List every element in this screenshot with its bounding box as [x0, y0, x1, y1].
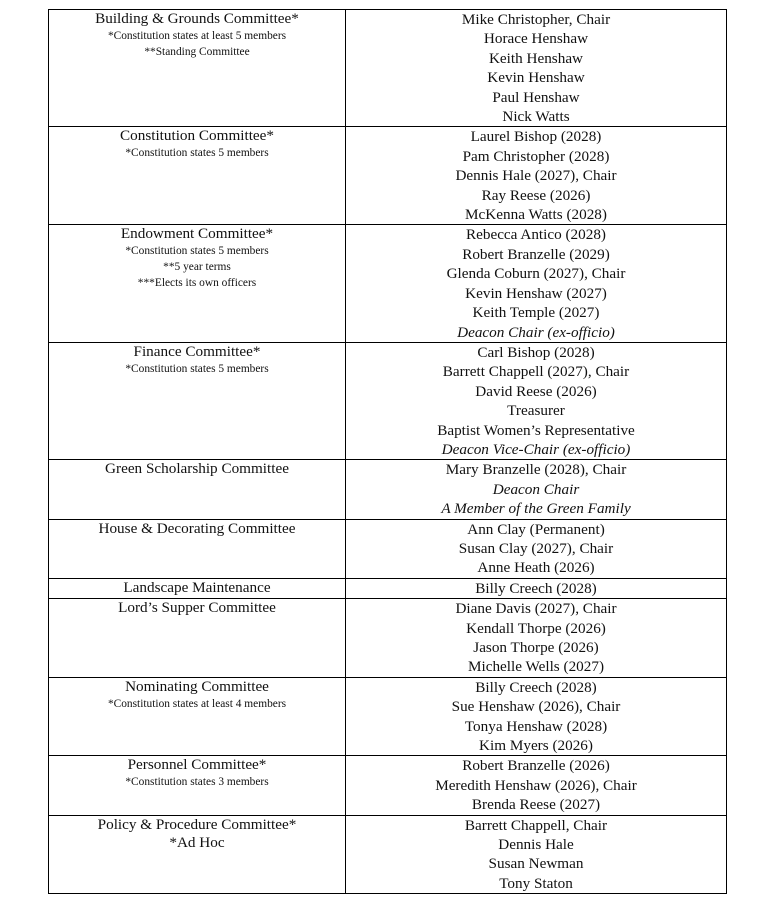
committee-name-cell: [49, 578, 346, 598]
committee-row: [49, 599, 727, 678]
committee-member: Susan Clay (2027), Chair: [458, 539, 614, 557]
committee-name-cell: [49, 677, 346, 756]
committee-member: Meredith Henshaw (2026), Chair: [435, 776, 637, 794]
committee-member: McKenna Watts (2028): [465, 206, 607, 224]
committee-member: Deacon Chair: [492, 480, 580, 498]
committee-member: Treasurer: [507, 402, 565, 420]
committee-note: *Constitution states 5 members: [125, 362, 269, 375]
committee-member: Michelle Wells (2027): [468, 658, 604, 676]
committee-member: Barrett Chappell (2027), Chair: [442, 363, 630, 381]
committee-note: *Constitution states 5 members: [125, 147, 269, 160]
committee-row: [49, 10, 727, 127]
committee-name: Personnel Committee*: [127, 756, 267, 774]
committee-member: Glenda Coburn (2027), Chair: [446, 265, 626, 283]
committee-member: Paul Henshaw: [492, 88, 580, 106]
committee-name: House & Decorating Committee: [98, 519, 296, 537]
committee-row: [49, 127, 727, 225]
committee-member: Kim Myers (2026): [479, 737, 593, 755]
committee-member: Kevin Henshaw: [487, 69, 585, 87]
committee-member: Carl Bishop (2028): [477, 343, 595, 361]
committee-row: [49, 342, 727, 459]
committee-note: *Constitution states at least 4 members: [107, 697, 287, 710]
committee-member: Sue Henshaw (2026), Chair: [451, 698, 621, 716]
committee-name-cell: [49, 225, 346, 342]
committee-member: Billy Creech (2028): [475, 579, 597, 597]
committee-member: Ann Clay (Permanent): [467, 520, 605, 538]
committee-members-cell: [346, 677, 727, 756]
committee-name-cell: [49, 342, 346, 459]
committee-name: Endowment Committee*: [120, 225, 274, 243]
committee-name-cell: [49, 599, 346, 678]
committee-name-cell: [49, 460, 346, 519]
committee-note: **Standing Committee: [144, 46, 250, 58]
committee-member: Susan Newman: [488, 855, 584, 873]
committee-row: [49, 677, 727, 756]
committee-name: Finance Committee*: [133, 342, 261, 360]
committee-member: Baptist Women’s Representative: [437, 421, 635, 439]
committee-note: *Ad Hoc: [169, 833, 225, 851]
committee-member: Kendall Thorpe (2026): [466, 619, 606, 637]
committee-note: *Constitution states 3 members: [125, 776, 269, 789]
committee-note: *Constitution states at least 5 members: [107, 30, 287, 42]
committee-member: Keith Henshaw: [488, 49, 584, 67]
committee-member: Robert Branzelle (2029): [462, 245, 610, 263]
committee-note: *Constitution states 5 members: [125, 245, 269, 258]
committee-members-cell: [346, 599, 727, 678]
committee-member: Robert Branzelle (2026): [462, 757, 610, 775]
committee-row: [49, 225, 727, 342]
committee-name: Building & Grounds Committee*: [95, 10, 299, 27]
committee-document: [48, 9, 716, 894]
committee-row: [49, 460, 727, 519]
committee-member: Deacon Chair (ex-officio): [457, 323, 615, 341]
committee-note: **5 year terms: [163, 261, 231, 274]
committee-member: Tony Staton: [499, 874, 573, 892]
committee-members-cell: [346, 460, 727, 519]
committee-row: [49, 578, 727, 598]
committee-members-cell: [346, 815, 727, 894]
committee-members-cell: [346, 10, 727, 127]
committee-name-cell: [49, 519, 346, 578]
committee-member: Pam Christopher (2028): [462, 147, 610, 165]
committee-table-body: [49, 10, 727, 894]
committee-member: Horace Henshaw: [483, 30, 589, 48]
committee-member: Mike Christopher, Chair: [461, 11, 611, 28]
committee-member: Brenda Reese (2027): [471, 796, 601, 814]
committee-name: Policy & Procedure Committee*: [97, 815, 297, 833]
committee-member: Dennis Hale (2027), Chair: [455, 167, 617, 185]
committee-members-cell: [346, 756, 727, 815]
committee-name: Lord’s Supper Committee: [118, 599, 276, 617]
committee-member: Laurel Bishop (2028): [470, 128, 602, 146]
committee-name: Nominating Committee: [125, 677, 269, 695]
committee-member: A Member of the Green Family: [441, 500, 631, 518]
committee-member: Dennis Hale: [498, 836, 574, 854]
committee-row: [49, 756, 727, 815]
committee-member: Mary Branzelle (2028), Chair: [445, 461, 627, 479]
committee-name-cell: [49, 10, 346, 127]
committee-name: Constitution Committee*: [120, 127, 274, 145]
committee-member: Deacon Vice-Chair (ex-officio): [441, 440, 631, 458]
committee-members-cell: [346, 127, 727, 225]
committee-member: Tonya Henshaw (2028): [464, 717, 608, 735]
committee-name: Landscape Maintenance: [123, 578, 271, 596]
committee-member: Ray Reese (2026): [481, 186, 591, 204]
committee-row: [49, 519, 727, 578]
committee-member: Diane Davis (2027), Chair: [455, 600, 617, 618]
committee-member: David Reese (2026): [475, 382, 597, 400]
committee-member: Kevin Henshaw (2027): [465, 284, 607, 302]
committee-name: Green Scholarship Committee: [105, 460, 289, 478]
committee-name-cell: [49, 756, 346, 815]
committee-table: [48, 9, 727, 894]
committee-members-cell: [346, 519, 727, 578]
committee-member: Keith Temple (2027): [472, 304, 600, 322]
committee-note: ***Elects its own officers: [137, 277, 257, 290]
committee-name-cell: [49, 127, 346, 225]
committee-member: Barrett Chappell, Chair: [464, 816, 608, 834]
committee-member: Billy Creech (2028): [475, 678, 597, 696]
committee-member: Anne Heath (2026): [477, 559, 595, 577]
committee-name-cell: [49, 815, 346, 894]
committee-row: [49, 815, 727, 894]
committee-member: Rebecca Antico (2028): [465, 226, 606, 244]
committee-members-cell: [346, 225, 727, 342]
committee-members-cell: [346, 578, 727, 598]
committee-member: Jason Thorpe (2026): [473, 639, 599, 656]
committee-members-cell: [346, 342, 727, 459]
committee-member: Nick Watts: [502, 108, 570, 126]
